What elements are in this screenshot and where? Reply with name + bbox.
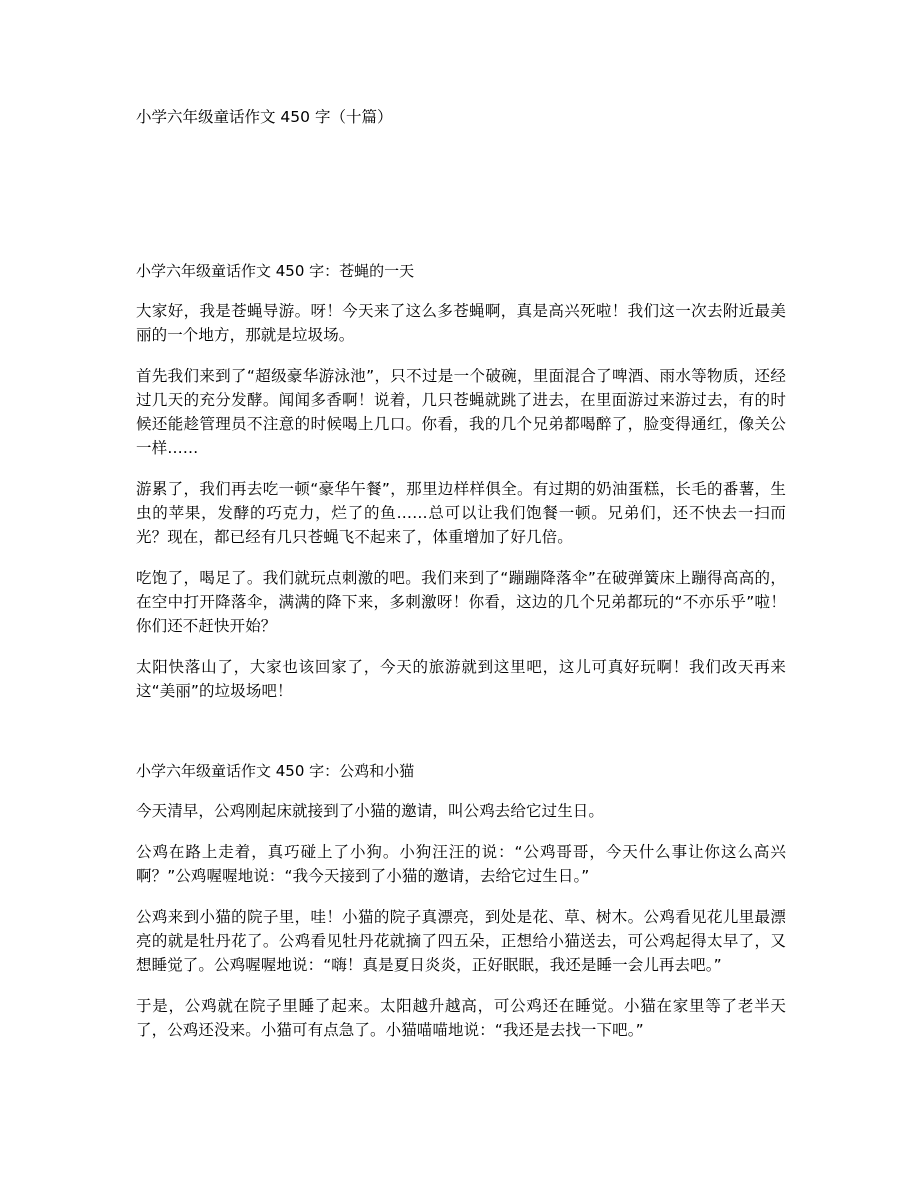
- paragraph: 于是，公鸡就在院子里睡了起来。太阳越升越高，可公鸡还在睡觉。小猫在家里等了老半天了，公鸡还没来。小猫可有点急了。小猫喵喵地说：“我还是去找一下吧。”: [136, 997, 786, 1039]
- paragraph: 游累了，我们再去吃一顿“豪华午餐”，那里边样样俱全。有过期的奶油蛋糕，长毛的番薯，生虫的苹果，发酵的巧克力，烂了的鱼……总可以让我们饱餐一顿。兄弟们，还不快去一扫而光？现在，都已经有几只苍蝇飞不起来了，体重增加了好几倍。: [136, 480, 786, 546]
- document-title: 小学六年级童话作文 450 字（十篇）: [136, 108, 393, 126]
- paragraph: 公鸡在路上走着，真巧碰上了小狗。小狗汪汪的说：“公鸡哥哥，今天什么事让你这么高兴啊？”公鸡喔喔地说：“我今天接到了小猫的邀请，去给它过生日。”: [136, 843, 786, 885]
- section-title: 小学六年级童话作文 450 字：苍蝇的一天: [136, 262, 415, 280]
- essay-section-flies: [136, 260, 786, 720]
- paragraph: 首先我们来到了“超级豪华游泳池”，只不过是一个破碗，里面混合了啤酒、雨水等物质，还经过几天的充分发酵。闻闻多香啊！说着，几只苍蝇就跳了进去，在里面游过来游过去，有的时候还能趁管理员不注意的时候喝上几口。你看，我的几个兄弟都喝醉了，脸变得通红，像关公一样……: [136, 367, 786, 457]
- paragraph: 大家好，我是苍蝇导游。呀！今天来了这么多苍蝇啊，真是高兴死啦！我们这一次去附近最美丽的一个地方，那就是垃圾场。: [136, 302, 786, 344]
- essay-section-rooster-cat: [136, 760, 786, 1059]
- paragraph: 吃饱了，喝足了。我们就玩点刺激的吧。我们来到了“蹦蹦降落伞”在破弹簧床上蹦得高高的，在空中打开降落伞，满满的降下来，多刺激呀！你看，这边的几个兄弟都玩的“不亦乐乎”啦！你们还不赶快开始？: [136, 569, 786, 635]
- section-title: 小学六年级童话作文 450 字：公鸡和小猫: [136, 762, 415, 780]
- paragraph: 太阳快落山了，大家也该回家了，今天的旅游就到这里吧，这儿可真好玩啊！我们改天再来这“美丽”的垃圾场吧！: [136, 658, 786, 700]
- paragraph: 公鸡来到小猫的院子里，哇！小猫的院子真漂亮，到处是花、草、树木。公鸡看见花儿里最漂亮的就是牡丹花了。公鸡看见牡丹花就摘了四五朵，正想给小猫送去，可公鸡起得太早了，又想睡觉了。公鸡喔喔地说：“嗨！真是夏日炎炎，正好眠眠，我还是睡一会儿再去吧。”: [136, 908, 786, 974]
- paragraph: 今天清早，公鸡刚起床就接到了小猫的邀请，叫公鸡去给它过生日。: [136, 802, 605, 820]
